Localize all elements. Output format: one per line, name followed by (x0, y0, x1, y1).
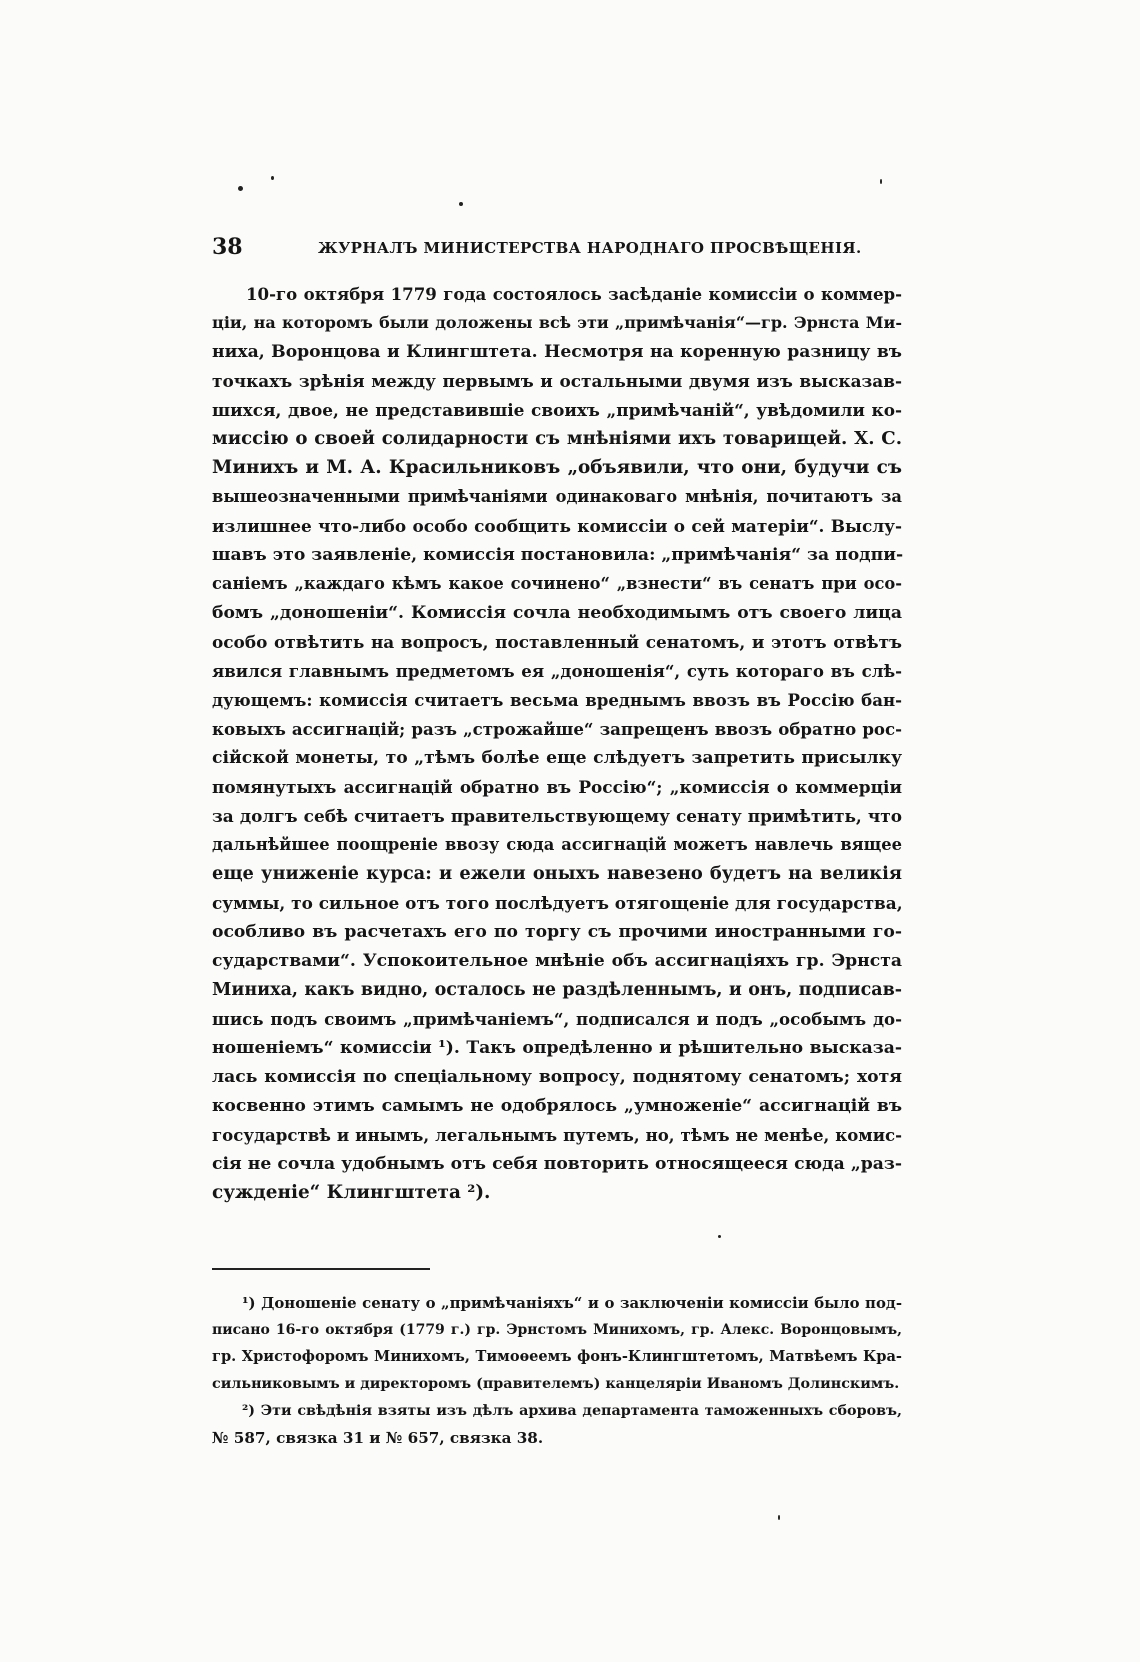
text-line: ціи, на которомъ были доложены всѣ эти „примѣчанія“—гр. Эрнста Ми- (212, 313, 902, 332)
print-speck (459, 202, 463, 206)
text-line: ковыхъ ассигнацій; разъ „строжайше“ запрещенъ ввозъ обратно рос- (212, 719, 902, 739)
text-line: ношеніемъ“ комиссіи ¹). Такъ опредѣленно и рѣшительно высказа- (212, 1038, 902, 1058)
footnote-line: гр. Христофоромъ Минихомъ, Тимоѳеемъ фонъ-Клингштетомъ, Матвѣемъ Кра- (212, 1348, 902, 1365)
text-line: сударствами“. Успокоительное мнѣніе объ ассигнаціяхъ гр. Эрнста (212, 951, 902, 971)
print-speck (778, 1515, 780, 1520)
text-line: шавъ это заявленіе, комиссія постановила: „примѣчанія“ за подпи- (212, 545, 904, 565)
text-line: 10-го октября 1779 года состоялось засѣданіе комиссіи о коммер- (246, 284, 902, 304)
text-line: излишнее что-либо особо сообщить комиссіи о сей матеріи“. Выслу- (212, 516, 902, 536)
text-line: сія не сочла удобнымъ отъ себя повторить относящееся сюда „раз- (212, 1154, 902, 1174)
text-line: дующемъ: комиссія считаетъ весьма вреднымъ ввозъ въ Россію бан- (212, 690, 902, 710)
text-line: еще униженіе курса: и ежели оныхъ навезено будетъ на великія (212, 863, 902, 884)
text-line: косвенно этимъ самымъ не одобрялось „умноженіе“ ассигнацій въ (212, 1096, 902, 1116)
print-speck (271, 176, 274, 180)
text-line: лась комиссія по спеціальному вопросу, поднятому сенатомъ; хотя (212, 1067, 902, 1087)
text-line: дальнѣйшее поощреніе ввозу сюда ассигнацій можетъ навлечь вящее (212, 835, 902, 854)
text-line: шихся, двое, не представившіе своихъ „примѣчаній“, увѣдомили ко- (212, 400, 902, 420)
text-line: сійской монеты, то „тѣмъ болѣе еще слѣдуетъ запретить присылку (212, 748, 902, 768)
footnote-line: ¹) Доношеніе сенату о „примѣчаніяхъ“ и о заключеніи комиссіи было под- (242, 1294, 902, 1312)
text-line: миссію о своей солидарности съ мнѣніями ихъ товарищей. Х. С. (212, 428, 902, 449)
text-line: Миниха, какъ видно, осталось не раздѣленнымъ, и онъ, подписав- (212, 980, 902, 1000)
print-speck (238, 186, 243, 191)
text-line: вышеозначенными примѣчаніями одинаковаго мнѣнія, почитаютъ за (212, 487, 902, 506)
text-line: суммы, то сильное отъ того послѣдуетъ отягощеніе для государства, (212, 893, 903, 913)
text-line: Минихъ и М. А. Красильниковъ „объявили, что они, будучи съ (212, 457, 902, 478)
text-line: особо отвѣтить на вопросъ, поставленный сенатомъ, и этотъ отвѣтъ (212, 632, 902, 652)
print-speck (880, 179, 882, 184)
text-line: саніемъ „каждаго кѣмъ какое сочинено“ „взнести“ въ сенатъ при осо- (212, 574, 902, 593)
text-line: помянутыхъ ассигнацій обратно въ Россію“; „комиссія о коммерціи (212, 777, 902, 797)
text-line: шись подъ своимъ „примѣчаніемъ“, подписался и подъ „особымъ до- (212, 1009, 902, 1029)
footnote-divider (212, 1268, 430, 1270)
body-text (212, 280, 902, 1230)
text-line: особливо въ расчетахъ его по торгу съ прочими иностранными го- (212, 922, 902, 942)
footnote-line: сильниковымъ и директоромъ (правителемъ) канцеляріи Иваномъ Долинскимъ. (212, 1376, 900, 1392)
footnote-line: № 587, связка 31 и № 657, связка 38. (212, 1429, 544, 1447)
print-speck (718, 1235, 721, 1238)
text-line: бомъ „доношеніи“. Комиссія сочла необходимымъ отъ своего лица (212, 603, 902, 623)
running-title: ЖУРНАЛЪ МИНИСТЕРСТВА НАРОДНАГО ПРОСВѢЩЕНІЯ. (318, 239, 862, 257)
text-line: явился главнымъ предметомъ ея „доношенія“, суть котораго въ слѣ- (212, 661, 902, 681)
text-line: точкахъ зрѣнія между первымъ и остальными двумя изъ высказав- (212, 371, 902, 391)
footnote-line: писано 16-го октября (1779 г.) гр. Эрнстомъ Минихомъ, гр. Алекс. Воронцовымъ, (212, 1322, 902, 1338)
text-line: ниха, Воронцова и Клингштета. Несмотря на коренную разницу въ (212, 342, 902, 362)
text-line: государствѣ и инымъ, легальнымъ путемъ, но, тѣмъ не менѣе, комис- (212, 1125, 902, 1145)
text-line: сужденіе“ Клингштета ²). (212, 1182, 491, 1203)
page-number: 38 (212, 234, 243, 260)
text-line: за долгъ себѣ считаетъ правительствующему сенату примѣтить, что (212, 806, 902, 826)
page-header (212, 232, 902, 262)
footnote-line: ²) Эти свѣдѣнія взяты изъ дѣлъ архива департамента таможенныхъ сборовъ, (242, 1403, 902, 1419)
